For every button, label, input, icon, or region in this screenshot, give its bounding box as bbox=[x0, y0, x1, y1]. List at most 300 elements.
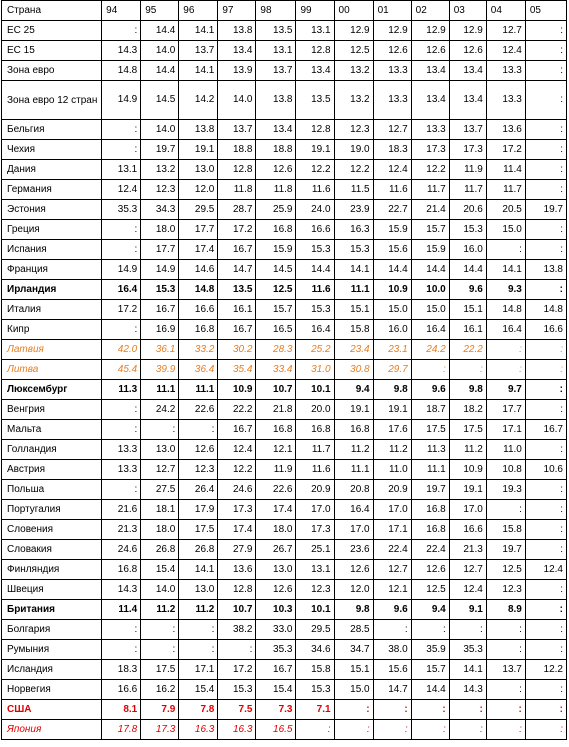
value-cell: : bbox=[486, 700, 525, 720]
header-year: 02 bbox=[411, 1, 449, 21]
value-cell: : bbox=[411, 620, 449, 640]
value-cell: 10.1 bbox=[296, 380, 334, 400]
country-cell: Греция bbox=[2, 220, 102, 240]
table-row bbox=[2, 140, 567, 160]
value-cell: 13.0 bbox=[179, 160, 218, 180]
value-cell: 13.7 bbox=[256, 61, 296, 81]
value-cell: 15.3 bbox=[296, 300, 334, 320]
value-cell: 20.9 bbox=[373, 480, 411, 500]
value-cell: 12.4 bbox=[525, 560, 566, 580]
value-cell: : bbox=[525, 120, 566, 140]
value-cell: 16.4 bbox=[486, 320, 525, 340]
value-cell: 33.0 bbox=[256, 620, 296, 640]
value-cell: 16.7 bbox=[218, 420, 256, 440]
value-cell: 12.7 bbox=[373, 120, 411, 140]
value-cell: 18.8 bbox=[218, 140, 256, 160]
value-cell: 15.4 bbox=[179, 680, 218, 700]
value-cell: 15.3 bbox=[296, 680, 334, 700]
value-cell: 13.8 bbox=[256, 81, 296, 120]
value-cell: 7.8 bbox=[179, 700, 218, 720]
table-row bbox=[2, 280, 567, 300]
value-cell: : bbox=[141, 620, 179, 640]
value-cell: 12.3 bbox=[334, 120, 373, 140]
value-cell: 33.2 bbox=[179, 340, 218, 360]
table-row bbox=[2, 480, 567, 500]
value-cell: 8.9 bbox=[486, 600, 525, 620]
value-cell: 28.7 bbox=[218, 200, 256, 220]
value-cell: 14.8 bbox=[102, 61, 141, 81]
value-cell: 25.9 bbox=[256, 200, 296, 220]
value-cell: 9.6 bbox=[449, 280, 486, 300]
value-cell: 22.2 bbox=[449, 340, 486, 360]
table-row bbox=[2, 260, 567, 280]
table-row bbox=[2, 500, 567, 520]
value-cell: : bbox=[525, 140, 566, 160]
header-year: 03 bbox=[449, 1, 486, 21]
value-cell: 12.1 bbox=[256, 440, 296, 460]
value-cell: 17.5 bbox=[411, 420, 449, 440]
value-cell: : bbox=[141, 420, 179, 440]
value-cell: : bbox=[102, 420, 141, 440]
value-cell: : bbox=[486, 720, 525, 740]
value-cell: 22.6 bbox=[256, 480, 296, 500]
value-cell: 14.0 bbox=[141, 120, 179, 140]
value-cell: 17.5 bbox=[449, 420, 486, 440]
value-cell: 14.1 bbox=[179, 61, 218, 81]
value-cell: 11.4 bbox=[102, 600, 141, 620]
value-cell: 13.4 bbox=[218, 41, 256, 61]
country-cell: Португалия bbox=[2, 500, 102, 520]
value-cell: : bbox=[525, 500, 566, 520]
value-cell: : bbox=[102, 640, 141, 660]
value-cell: 29.5 bbox=[296, 620, 334, 640]
value-cell: 13.2 bbox=[334, 61, 373, 81]
value-cell: : bbox=[525, 380, 566, 400]
value-cell: 34.7 bbox=[334, 640, 373, 660]
value-cell: 12.6 bbox=[411, 560, 449, 580]
value-cell: 10.0 bbox=[411, 280, 449, 300]
value-cell: : bbox=[486, 340, 525, 360]
country-cell: Франция bbox=[2, 260, 102, 280]
value-cell: 12.2 bbox=[525, 660, 566, 680]
value-cell: 16.8 bbox=[411, 520, 449, 540]
value-cell: : bbox=[141, 640, 179, 660]
value-cell: 11.1 bbox=[179, 380, 218, 400]
value-cell: 13.0 bbox=[179, 580, 218, 600]
value-cell: 12.7 bbox=[141, 460, 179, 480]
value-cell: 13.0 bbox=[256, 560, 296, 580]
value-cell: 11.2 bbox=[449, 440, 486, 460]
value-cell: 29.5 bbox=[179, 200, 218, 220]
value-cell: 16.7 bbox=[525, 420, 566, 440]
value-cell: 15.3 bbox=[218, 680, 256, 700]
value-cell: 16.6 bbox=[449, 520, 486, 540]
value-cell: 13.3 bbox=[373, 61, 411, 81]
table-row bbox=[2, 120, 567, 140]
value-cell: 18.0 bbox=[141, 520, 179, 540]
value-cell: 34.6 bbox=[296, 640, 334, 660]
value-cell: 7.9 bbox=[141, 700, 179, 720]
country-cell: Зона евро bbox=[2, 61, 102, 81]
value-cell: 19.7 bbox=[141, 140, 179, 160]
value-cell: 7.3 bbox=[256, 700, 296, 720]
value-cell: 14.1 bbox=[334, 260, 373, 280]
table-row bbox=[2, 300, 567, 320]
value-cell: 15.4 bbox=[256, 680, 296, 700]
value-cell: 27.9 bbox=[218, 540, 256, 560]
value-cell: 22.4 bbox=[373, 540, 411, 560]
value-cell: 10.1 bbox=[296, 600, 334, 620]
value-cell: 17.0 bbox=[373, 500, 411, 520]
value-cell: 13.3 bbox=[102, 440, 141, 460]
value-cell: 13.3 bbox=[486, 61, 525, 81]
value-cell: 16.1 bbox=[218, 300, 256, 320]
value-cell: 16.8 bbox=[179, 320, 218, 340]
value-cell: 9.7 bbox=[486, 380, 525, 400]
country-cell: Голландия bbox=[2, 440, 102, 460]
value-cell: 16.8 bbox=[256, 220, 296, 240]
table-row bbox=[2, 420, 567, 440]
value-cell: 17.4 bbox=[256, 500, 296, 520]
value-cell: 14.1 bbox=[449, 660, 486, 680]
table-row bbox=[2, 440, 567, 460]
value-cell: : bbox=[296, 720, 334, 740]
value-cell: : bbox=[486, 680, 525, 700]
value-cell: 35.9 bbox=[411, 640, 449, 660]
table-row bbox=[2, 520, 567, 540]
value-cell: 14.4 bbox=[141, 61, 179, 81]
country-cell: Словакия bbox=[2, 540, 102, 560]
value-cell: 13.1 bbox=[296, 21, 334, 41]
value-cell: 15.6 bbox=[373, 240, 411, 260]
value-cell: 17.7 bbox=[179, 220, 218, 240]
value-cell: 13.6 bbox=[486, 120, 525, 140]
value-cell: 13.3 bbox=[486, 81, 525, 120]
value-cell: 18.0 bbox=[256, 520, 296, 540]
value-cell: 18.3 bbox=[373, 140, 411, 160]
value-cell: 24.2 bbox=[141, 400, 179, 420]
value-cell: 10.9 bbox=[218, 380, 256, 400]
value-cell: 10.6 bbox=[525, 460, 566, 480]
value-cell: 11.9 bbox=[256, 460, 296, 480]
value-cell: 35.3 bbox=[256, 640, 296, 660]
value-cell: 20.6 bbox=[449, 200, 486, 220]
value-cell: 17.3 bbox=[141, 720, 179, 740]
value-cell: 13.5 bbox=[256, 21, 296, 41]
header-year: 95 bbox=[141, 1, 179, 21]
value-cell: 18.1 bbox=[141, 500, 179, 520]
value-cell: : bbox=[102, 620, 141, 640]
country-cell: Испания bbox=[2, 240, 102, 260]
country-cell: Италия bbox=[2, 300, 102, 320]
country-cell: Болгария bbox=[2, 620, 102, 640]
value-cell: 13.5 bbox=[296, 81, 334, 120]
value-cell: 12.0 bbox=[334, 580, 373, 600]
value-cell: : bbox=[486, 360, 525, 380]
value-cell: 16.5 bbox=[256, 320, 296, 340]
value-cell: 16.4 bbox=[334, 500, 373, 520]
value-cell: : bbox=[525, 480, 566, 500]
value-cell: : bbox=[525, 540, 566, 560]
country-cell: Бельгия bbox=[2, 120, 102, 140]
value-cell: 35.3 bbox=[102, 200, 141, 220]
value-cell: 13.6 bbox=[218, 560, 256, 580]
value-cell: 9.6 bbox=[411, 380, 449, 400]
value-cell: 11.2 bbox=[179, 600, 218, 620]
value-cell: : bbox=[449, 360, 486, 380]
value-cell: : bbox=[334, 700, 373, 720]
value-cell: 11.6 bbox=[296, 180, 334, 200]
value-cell: 11.8 bbox=[218, 180, 256, 200]
value-cell: 16.4 bbox=[411, 320, 449, 340]
value-cell: 9.4 bbox=[334, 380, 373, 400]
value-cell: 11.4 bbox=[486, 160, 525, 180]
value-cell: : bbox=[525, 360, 566, 380]
value-cell: 14.3 bbox=[102, 580, 141, 600]
country-cell: Венгрия bbox=[2, 400, 102, 420]
value-cell: : bbox=[525, 340, 566, 360]
value-cell: 28.3 bbox=[256, 340, 296, 360]
value-cell: : bbox=[525, 41, 566, 61]
value-cell: 17.4 bbox=[179, 240, 218, 260]
value-cell: 12.9 bbox=[411, 21, 449, 41]
value-cell: 16.8 bbox=[411, 500, 449, 520]
value-cell: 19.1 bbox=[179, 140, 218, 160]
table-row bbox=[2, 400, 567, 420]
value-cell: 28.5 bbox=[334, 620, 373, 640]
value-cell: 15.8 bbox=[486, 520, 525, 540]
value-cell: 14.7 bbox=[373, 680, 411, 700]
value-cell: 12.3 bbox=[296, 580, 334, 600]
header-year: 94 bbox=[102, 1, 141, 21]
value-cell: : bbox=[525, 220, 566, 240]
value-cell: 21.6 bbox=[102, 500, 141, 520]
country-cell: Швеция bbox=[2, 580, 102, 600]
value-cell: 16.4 bbox=[102, 280, 141, 300]
value-cell: 12.5 bbox=[334, 41, 373, 61]
value-cell: : bbox=[179, 620, 218, 640]
table-row bbox=[2, 240, 567, 260]
value-cell: : bbox=[102, 320, 141, 340]
value-cell: 12.4 bbox=[449, 580, 486, 600]
value-cell: 13.7 bbox=[486, 660, 525, 680]
value-cell: 11.6 bbox=[296, 460, 334, 480]
value-cell: 29.7 bbox=[373, 360, 411, 380]
value-cell: 16.7 bbox=[256, 660, 296, 680]
value-cell: 13.4 bbox=[411, 61, 449, 81]
value-cell: 17.2 bbox=[102, 300, 141, 320]
value-cell: 15.3 bbox=[449, 220, 486, 240]
value-cell: 22.2 bbox=[218, 400, 256, 420]
value-cell: 17.3 bbox=[296, 520, 334, 540]
value-cell: 16.4 bbox=[296, 320, 334, 340]
value-cell: 26.7 bbox=[256, 540, 296, 560]
value-cell: : bbox=[525, 160, 566, 180]
value-cell: 22.7 bbox=[373, 200, 411, 220]
table-row bbox=[2, 160, 567, 180]
value-cell: 13.4 bbox=[449, 61, 486, 81]
value-cell: 19.1 bbox=[296, 140, 334, 160]
value-cell: 12.0 bbox=[179, 180, 218, 200]
value-cell: 11.6 bbox=[373, 180, 411, 200]
header-year: 04 bbox=[486, 1, 525, 21]
value-cell: 15.0 bbox=[411, 300, 449, 320]
value-cell: 18.8 bbox=[256, 140, 296, 160]
value-cell: 11.7 bbox=[449, 180, 486, 200]
table-row bbox=[2, 340, 567, 360]
value-cell: 14.1 bbox=[179, 560, 218, 580]
value-cell: 13.3 bbox=[411, 120, 449, 140]
value-cell: 11.7 bbox=[296, 440, 334, 460]
value-cell: 15.8 bbox=[334, 320, 373, 340]
table-row bbox=[2, 660, 567, 680]
value-cell: : bbox=[525, 640, 566, 660]
value-cell: 16.7 bbox=[141, 300, 179, 320]
value-cell: 11.3 bbox=[102, 380, 141, 400]
country-cell: Люксембург bbox=[2, 380, 102, 400]
table-row bbox=[2, 200, 567, 220]
value-cell: 14.8 bbox=[486, 300, 525, 320]
value-cell: 16.0 bbox=[449, 240, 486, 260]
table-row bbox=[2, 81, 567, 120]
value-cell: 19.1 bbox=[373, 400, 411, 420]
value-cell: 19.7 bbox=[525, 200, 566, 220]
value-cell: 12.6 bbox=[373, 41, 411, 61]
value-cell: 33.4 bbox=[256, 360, 296, 380]
value-cell: 35.3 bbox=[449, 640, 486, 660]
table-row bbox=[2, 640, 567, 660]
value-cell: 21.3 bbox=[449, 540, 486, 560]
value-cell: : bbox=[525, 180, 566, 200]
value-cell: 12.8 bbox=[296, 41, 334, 61]
value-cell: 11.5 bbox=[334, 180, 373, 200]
value-cell: 14.3 bbox=[102, 41, 141, 61]
value-cell: 11.2 bbox=[373, 440, 411, 460]
value-cell: 14.9 bbox=[102, 81, 141, 120]
value-cell: 12.9 bbox=[373, 21, 411, 41]
value-cell: 14.1 bbox=[486, 260, 525, 280]
value-cell: 14.4 bbox=[296, 260, 334, 280]
value-cell: 12.7 bbox=[373, 560, 411, 580]
value-cell: : bbox=[525, 700, 566, 720]
value-cell: 11.7 bbox=[411, 180, 449, 200]
value-cell: 18.3 bbox=[102, 660, 141, 680]
value-cell: 30.8 bbox=[334, 360, 373, 380]
country-cell: Исландия bbox=[2, 660, 102, 680]
value-cell: : bbox=[525, 21, 566, 41]
value-cell: 14.9 bbox=[102, 260, 141, 280]
value-cell: : bbox=[449, 700, 486, 720]
value-cell: 17.5 bbox=[141, 660, 179, 680]
value-cell: 9.8 bbox=[449, 380, 486, 400]
country-cell: Ирландия bbox=[2, 280, 102, 300]
header-year: 99 bbox=[296, 1, 334, 21]
table-row bbox=[2, 580, 567, 600]
header-year: 96 bbox=[179, 1, 218, 21]
value-cell: 17.1 bbox=[179, 660, 218, 680]
country-cell: Зона евро 12 стран bbox=[2, 81, 102, 120]
value-cell: 30.2 bbox=[218, 340, 256, 360]
value-cell: 9.3 bbox=[486, 280, 525, 300]
value-cell: 13.8 bbox=[525, 260, 566, 280]
value-cell: 11.3 bbox=[411, 440, 449, 460]
value-cell: 12.8 bbox=[218, 160, 256, 180]
value-cell: 15.7 bbox=[411, 220, 449, 240]
value-cell: : bbox=[102, 240, 141, 260]
value-cell: 16.2 bbox=[141, 680, 179, 700]
table-row bbox=[2, 680, 567, 700]
value-cell: 17.6 bbox=[373, 420, 411, 440]
value-cell: 17.7 bbox=[486, 400, 525, 420]
value-cell: 13.1 bbox=[256, 41, 296, 61]
table-row bbox=[2, 720, 567, 740]
value-cell: 12.9 bbox=[449, 21, 486, 41]
value-cell: 13.4 bbox=[296, 61, 334, 81]
country-cell: Австрия bbox=[2, 460, 102, 480]
value-cell: 12.2 bbox=[411, 160, 449, 180]
value-cell: 16.8 bbox=[102, 560, 141, 580]
value-cell: 9.1 bbox=[449, 600, 486, 620]
value-cell: 24.0 bbox=[296, 200, 334, 220]
value-cell: 13.1 bbox=[296, 560, 334, 580]
value-cell: : bbox=[411, 360, 449, 380]
value-cell: 12.5 bbox=[256, 280, 296, 300]
value-cell: 12.4 bbox=[373, 160, 411, 180]
value-cell: : bbox=[486, 240, 525, 260]
table-row bbox=[2, 220, 567, 240]
country-cell: ЕС 15 bbox=[2, 41, 102, 61]
country-cell: Германия bbox=[2, 180, 102, 200]
data-table bbox=[1, 0, 567, 740]
value-cell: 8.1 bbox=[102, 700, 141, 720]
header-year: 00 bbox=[334, 1, 373, 21]
value-cell: 11.2 bbox=[334, 440, 373, 460]
value-cell: 34.3 bbox=[141, 200, 179, 220]
value-cell: 21.4 bbox=[411, 200, 449, 220]
value-cell: 17.5 bbox=[179, 520, 218, 540]
value-cell: 14.9 bbox=[141, 260, 179, 280]
value-cell: 14.4 bbox=[373, 260, 411, 280]
country-cell: Норвегия bbox=[2, 680, 102, 700]
value-cell: 20.0 bbox=[296, 400, 334, 420]
value-cell: 14.2 bbox=[179, 81, 218, 120]
value-cell: 13.4 bbox=[411, 81, 449, 120]
value-cell: 10.7 bbox=[256, 380, 296, 400]
table-row bbox=[2, 460, 567, 480]
value-cell: : bbox=[525, 240, 566, 260]
country-cell: Чехия bbox=[2, 140, 102, 160]
table-row bbox=[2, 540, 567, 560]
value-cell: 9.8 bbox=[373, 380, 411, 400]
value-cell: 17.8 bbox=[102, 720, 141, 740]
value-cell: 19.1 bbox=[334, 400, 373, 420]
value-cell: 15.7 bbox=[411, 660, 449, 680]
country-cell: Финляндия bbox=[2, 560, 102, 580]
table-row bbox=[2, 320, 567, 340]
value-cell: 15.0 bbox=[486, 220, 525, 240]
value-cell: 11.1 bbox=[411, 460, 449, 480]
value-cell: : bbox=[525, 280, 566, 300]
country-cell: Мальта bbox=[2, 420, 102, 440]
value-cell: : bbox=[486, 500, 525, 520]
value-cell: 22.6 bbox=[179, 400, 218, 420]
value-cell: 24.2 bbox=[411, 340, 449, 360]
value-cell: 16.8 bbox=[334, 420, 373, 440]
value-cell: 14.5 bbox=[141, 81, 179, 120]
value-cell: 14.3 bbox=[449, 680, 486, 700]
header-year: 98 bbox=[256, 1, 296, 21]
value-cell: 12.6 bbox=[256, 580, 296, 600]
